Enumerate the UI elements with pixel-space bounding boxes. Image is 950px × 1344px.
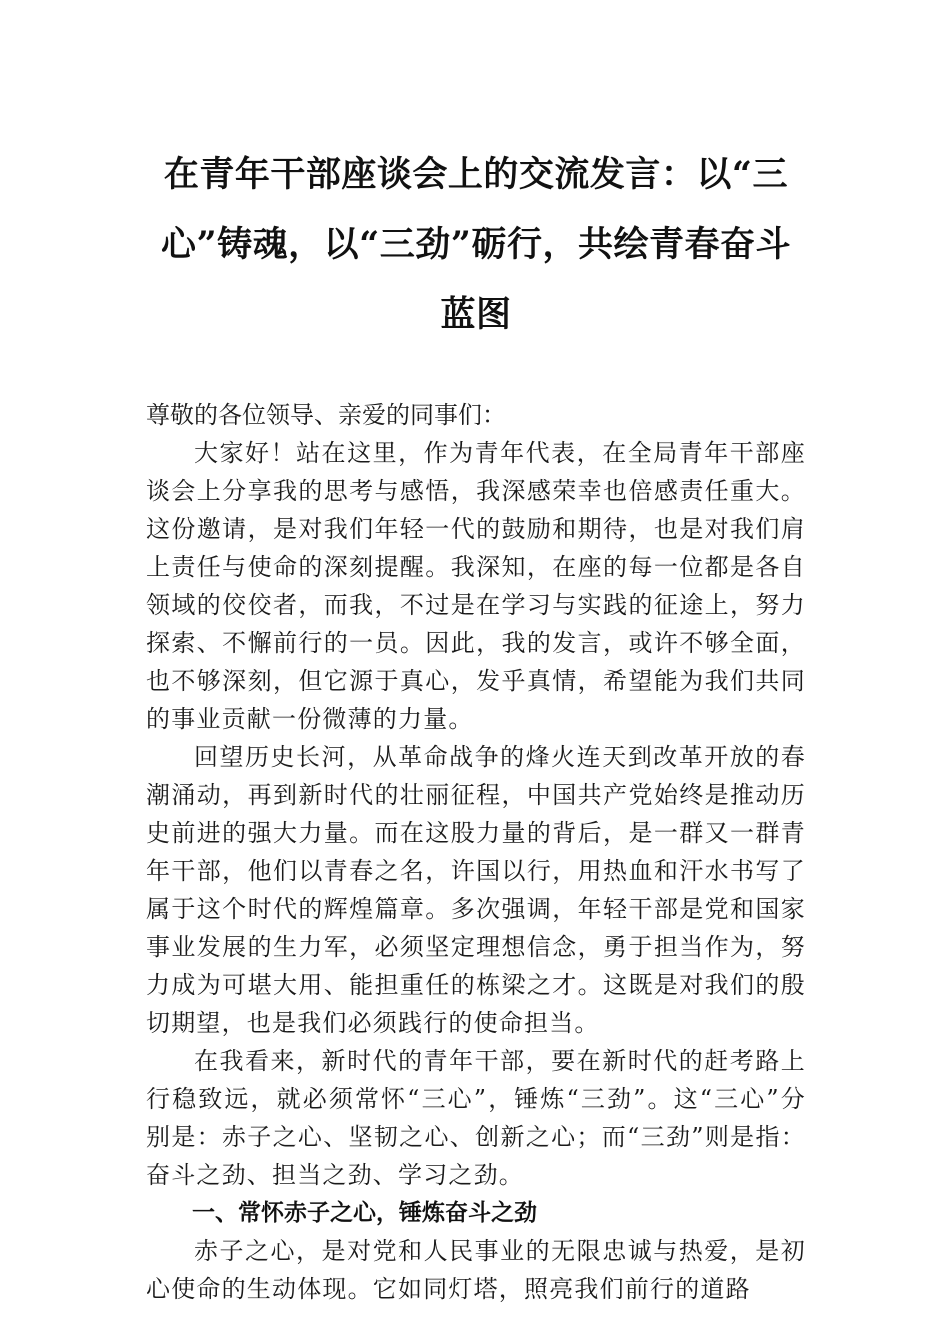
section-heading-1: 一、常怀赤子之心，锤炼奋斗之劲 xyxy=(192,1200,537,1226)
paragraph-history: 回望历史长河，从革命战争的烽火连天到改革开放的春潮涌动，再到新时代的壮丽征程，中国共产党始终是推动历史前进的强大力量。而在这股力量的背后，是一群又一群青年干部，他们以青春之名，许国以行，用热血和汗水书写了属于这个时代的辉煌篇章。多次强调，年轻干部是党和国家事业发展的生力军，必须坚定理想信念，勇于担当作为，努力成为可堪大用、能担重任的栋梁之才。这既是对我们的殷切期望，也是我们必须践行的使命担当。 xyxy=(146,743,806,1037)
paragraph-three-hearts: 在我看来，新时代的青年干部，要在新时代的赶考路上行稳致远，就必须常怀“三心”，锤炼“三劲”。这“三心”分别是：赤子之心、坚韧之心、创新之心；而“三劲”则是指：奋斗之劲、担当之劲、学习之劲。 xyxy=(146,1047,806,1189)
paragraph-sincere-heart: 赤子之心，是对党和人民事业的无限忠诚与热爱，是初心使命的生动体现。它如同灯塔，照亮我们前行的道路 xyxy=(146,1237,806,1303)
document-body xyxy=(146,396,806,1308)
salutation: 尊敬的各位领导、亲爱的同事们： xyxy=(146,401,506,429)
paragraph-greeting: 大家好！站在这里，作为青年代表，在全局青年干部座谈会上分享我的思考与感悟，我深感荣幸也倍感责任重大。这份邀请，是对我们年轻一代的鼓励和期待，也是对我们肩上责任与使命的深刻提醒。我深知，在座的每一位都是各自领域的佼佼者，而我，不过是在学习与实践的征途上，努力探索、不懈前行的一员。因此，我的发言，或许不够全面，也不够深刻，但它源于真心，发乎真情，希望能为我们共同的事业贡献一份微薄的力量。 xyxy=(146,439,806,733)
document-title: 在青年干部座谈会上的交流发言：以“三心”铸魂，以“三劲”砺行，共绘青春奋斗蓝图 xyxy=(161,154,791,335)
